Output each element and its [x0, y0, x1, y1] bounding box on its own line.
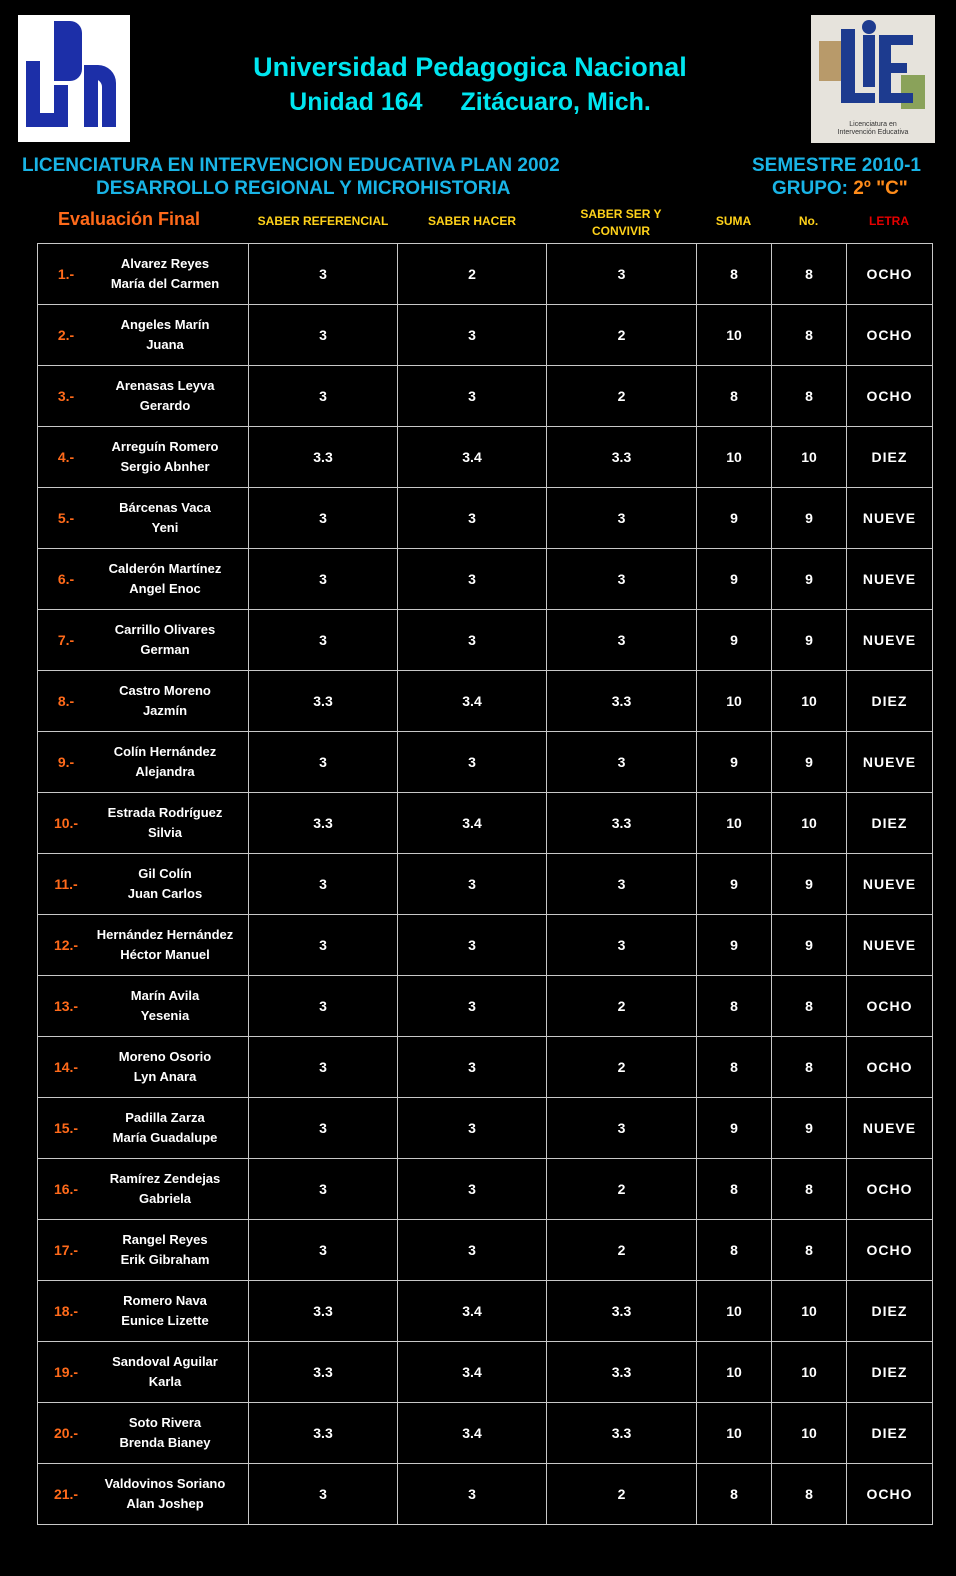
saber-hacer-cell: 3	[398, 610, 547, 671]
saber-referencial-cell: 3	[249, 1464, 398, 1525]
numeric-grade-cell: 9	[772, 854, 847, 915]
student-name-cell	[38, 793, 249, 854]
saber-ser-cell: 2	[547, 305, 697, 366]
student-name	[85, 1291, 245, 1331]
saber-referencial-cell: 3	[249, 244, 398, 305]
col-header-saber-referencial: SABER REFERENCIAL	[257, 214, 389, 228]
numeric-grade-cell: 8	[772, 244, 847, 305]
saber-referencial-cell: 3	[249, 305, 398, 366]
saber-hacer-cell: 3.4	[398, 1281, 547, 1342]
unit-title	[150, 88, 790, 117]
student-last-name: Calderón Martínez	[108, 561, 222, 576]
row-number: 12.-	[53, 937, 79, 953]
row-number: 4.-	[57, 449, 75, 465]
student-first-name: Karla	[148, 1374, 182, 1389]
table-row	[38, 366, 933, 427]
saber-referencial-cell: 3	[249, 1098, 398, 1159]
student-name-cell	[38, 610, 249, 671]
numeric-grade-cell: 10	[772, 671, 847, 732]
student-name	[85, 1474, 245, 1514]
saber-referencial-cell: 3	[249, 854, 398, 915]
student-name-cell	[38, 732, 249, 793]
student-name-cell	[38, 1464, 249, 1525]
saber-referencial-cell: 3	[249, 915, 398, 976]
student-last-name: Carrillo Olivares	[114, 622, 216, 637]
suma-cell: 8	[697, 244, 772, 305]
student-last-name: Gil Colín	[138, 866, 192, 881]
suma-cell: 9	[697, 610, 772, 671]
suma-cell: 9	[697, 854, 772, 915]
col-header-saber-ser-line2: CONVIVIR	[591, 224, 650, 238]
table-row	[38, 976, 933, 1037]
numeric-grade-cell: 9	[772, 488, 847, 549]
letter-grade-cell: NUEVE	[847, 915, 933, 976]
saber-ser-cell: 2	[547, 1220, 697, 1281]
student-name-cell	[38, 1403, 249, 1464]
saber-referencial-cell: 3.3	[249, 1342, 398, 1403]
student-last-name: Padilla Zarza	[125, 1110, 205, 1125]
table-row	[38, 244, 933, 305]
suma-cell: 10	[697, 793, 772, 854]
suma-cell: 9	[697, 1098, 772, 1159]
row-number: 16.-	[53, 1181, 79, 1197]
row-number: 1.-	[57, 266, 75, 282]
saber-ser-cell: 3.3	[547, 793, 697, 854]
group-caption: GRUPO:	[772, 178, 848, 199]
student-first-name: Erik Gibraham	[120, 1252, 210, 1267]
saber-hacer-cell: 3	[398, 366, 547, 427]
saber-ser-cell: 2	[547, 1159, 697, 1220]
numeric-grade-cell: 9	[772, 549, 847, 610]
student-first-name: Gerardo	[139, 398, 191, 413]
table-row	[38, 427, 933, 488]
saber-hacer-cell: 2	[398, 244, 547, 305]
student-name-cell	[38, 1281, 249, 1342]
student-name	[85, 1352, 245, 1392]
table-row	[38, 1037, 933, 1098]
lie-caption-line1: Licenciatura en	[849, 121, 897, 128]
col-header-saber-ser	[546, 206, 696, 240]
saber-ser-cell: 3	[547, 915, 697, 976]
student-name-cell	[38, 366, 249, 427]
student-first-name: Yeni	[151, 520, 179, 535]
student-first-name: Sergio Abnher	[120, 459, 210, 474]
saber-hacer-cell: 3.4	[398, 427, 547, 488]
student-first-name: Lyn Anara	[133, 1069, 197, 1084]
letter-grade-cell: OCHO	[847, 1159, 933, 1220]
suma-cell: 10	[697, 1403, 772, 1464]
student-name	[85, 1230, 245, 1270]
saber-ser-cell: 3	[547, 610, 697, 671]
student-first-name: Yesenia	[140, 1008, 190, 1023]
student-first-name: Héctor Manuel	[120, 947, 210, 962]
student-first-name: Alan Joshep	[126, 1496, 204, 1511]
row-number: 20.-	[53, 1425, 79, 1441]
student-last-name: Arreguín Romero	[111, 439, 219, 454]
student-first-name: Angel Enoc	[129, 581, 201, 596]
letter-grade-cell: OCHO	[847, 1037, 933, 1098]
saber-hacer-cell: 3	[398, 1159, 547, 1220]
student-first-name: Alejandra	[135, 764, 195, 779]
letter-grade-cell: DIEZ	[847, 427, 933, 488]
col-header-letra: LETRA	[869, 214, 909, 228]
saber-referencial-cell: 3	[249, 488, 398, 549]
student-first-name: Eunice Lizette	[121, 1313, 209, 1328]
student-name-cell	[38, 244, 249, 305]
student-name	[85, 925, 245, 965]
saber-referencial-cell: 3	[249, 610, 398, 671]
student-name-cell	[38, 427, 249, 488]
saber-ser-cell: 3	[547, 732, 697, 793]
evaluation-title: Evaluación Final	[58, 209, 201, 229]
student-last-name: Hernández Hernández	[96, 927, 234, 942]
letter-grade-cell: DIEZ	[847, 793, 933, 854]
numeric-grade-cell: 8	[772, 1220, 847, 1281]
saber-referencial-cell: 3	[249, 976, 398, 1037]
suma-cell: 10	[697, 1281, 772, 1342]
col-header-no: No.	[798, 214, 819, 228]
student-name	[85, 803, 245, 843]
saber-hacer-cell: 3	[398, 549, 547, 610]
row-number: 18.-	[53, 1303, 79, 1319]
subject-title: DESARROLLO REGIONAL Y MICROHISTORIA	[96, 178, 511, 199]
saber-ser-cell: 3	[547, 549, 697, 610]
saber-hacer-cell: 3	[398, 488, 547, 549]
numeric-grade-cell: 8	[772, 976, 847, 1037]
student-last-name: Angeles Marín	[120, 317, 210, 332]
suma-cell: 10	[697, 427, 772, 488]
student-name-cell	[38, 1342, 249, 1403]
student-name-cell	[38, 1037, 249, 1098]
saber-ser-cell: 3	[547, 488, 697, 549]
suma-cell: 8	[697, 366, 772, 427]
row-number: 21.-	[53, 1486, 79, 1502]
table-row	[38, 1220, 933, 1281]
letter-grade-cell: OCHO	[847, 305, 933, 366]
letter-grade-cell: DIEZ	[847, 1342, 933, 1403]
saber-ser-cell: 3.3	[547, 1342, 697, 1403]
student-name-cell	[38, 488, 249, 549]
suma-cell: 9	[697, 549, 772, 610]
letter-grade-cell: NUEVE	[847, 732, 933, 793]
row-number: 8.-	[57, 693, 75, 709]
table-row	[38, 671, 933, 732]
student-name-cell	[38, 1159, 249, 1220]
saber-hacer-cell: 3	[398, 1037, 547, 1098]
saber-hacer-cell: 3	[398, 976, 547, 1037]
saber-hacer-cell: 3	[398, 1464, 547, 1525]
numeric-grade-cell: 9	[772, 610, 847, 671]
suma-cell: 9	[697, 915, 772, 976]
row-number: 11.-	[54, 876, 78, 892]
col-header-saber-hacer: SABER HACER	[427, 214, 516, 228]
row-number: 10.-	[53, 815, 79, 831]
saber-hacer-cell: 3	[398, 732, 547, 793]
saber-referencial-cell: 3	[249, 732, 398, 793]
row-number: 9.-	[57, 754, 75, 770]
numeric-grade-cell: 8	[772, 366, 847, 427]
student-last-name: Romero Nava	[123, 1293, 207, 1308]
row-number: 2.-	[57, 327, 75, 343]
saber-referencial-cell: 3	[249, 1159, 398, 1220]
row-number: 3.-	[57, 388, 75, 404]
saber-referencial-cell: 3.3	[249, 1281, 398, 1342]
student-name	[85, 681, 245, 721]
lie-caption-line2: Intervención Educativa	[837, 129, 909, 136]
student-name	[85, 1108, 245, 1148]
col-header-saber-ser-line1: SABER SER Y	[580, 207, 662, 221]
student-name	[85, 742, 245, 782]
letter-grade-cell: NUEVE	[847, 854, 933, 915]
saber-referencial-cell: 3.3	[249, 427, 398, 488]
student-name	[85, 376, 245, 416]
student-last-name: Castro Moreno	[119, 683, 211, 698]
student-last-name: Moreno Osorio	[118, 1049, 212, 1064]
saber-referencial-cell: 3	[249, 1037, 398, 1098]
letter-grade-cell: NUEVE	[847, 488, 933, 549]
numeric-grade-cell: 10	[772, 1403, 847, 1464]
student-name-cell	[38, 1098, 249, 1159]
saber-hacer-cell: 3.4	[398, 1342, 547, 1403]
student-first-name: María Guadalupe	[112, 1130, 218, 1145]
numeric-grade-cell: 9	[772, 1098, 847, 1159]
col-header-suma: SUMA	[715, 214, 752, 228]
suma-cell: 10	[697, 671, 772, 732]
suma-cell: 8	[697, 1159, 772, 1220]
saber-ser-cell: 3	[547, 854, 697, 915]
letter-grade-cell: OCHO	[847, 1220, 933, 1281]
upn-logo-mark	[18, 15, 130, 142]
student-last-name: Valdovinos Soriano	[104, 1476, 226, 1491]
suma-cell: 10	[697, 1342, 772, 1403]
letter-grade-cell: OCHO	[847, 1464, 933, 1525]
table-row	[38, 1281, 933, 1342]
table-row	[38, 305, 933, 366]
student-name-cell	[38, 915, 249, 976]
student-name	[85, 1047, 245, 1087]
saber-referencial-cell: 3	[249, 366, 398, 427]
suma-cell: 9	[697, 488, 772, 549]
student-last-name: Marín Avila	[130, 988, 200, 1003]
letter-grade-cell: DIEZ	[847, 1281, 933, 1342]
student-first-name: Juan Carlos	[127, 886, 203, 901]
student-first-name: Gabriela	[138, 1191, 192, 1206]
table-row	[38, 488, 933, 549]
numeric-grade-cell: 9	[772, 915, 847, 976]
saber-hacer-cell: 3	[398, 305, 547, 366]
student-first-name: Silvia	[148, 825, 182, 840]
upn-logo	[18, 15, 130, 142]
student-name	[85, 498, 245, 538]
table-row	[38, 732, 933, 793]
letter-grade-cell: OCHO	[847, 366, 933, 427]
student-name-cell	[38, 305, 249, 366]
saber-ser-cell: 3.3	[547, 671, 697, 732]
table-row	[38, 854, 933, 915]
numeric-grade-cell: 8	[772, 1037, 847, 1098]
saber-hacer-cell: 3	[398, 915, 547, 976]
saber-ser-cell: 3.3	[547, 427, 697, 488]
letter-grade-cell: NUEVE	[847, 549, 933, 610]
grades-table	[37, 243, 933, 1525]
student-last-name: Colín Hernández	[113, 744, 217, 759]
letter-grade-cell: DIEZ	[847, 1403, 933, 1464]
row-number: 13.-	[53, 998, 79, 1014]
numeric-grade-cell: 8	[772, 1159, 847, 1220]
student-first-name: Juana	[146, 337, 184, 352]
table-row	[38, 915, 933, 976]
row-number: 14.-	[53, 1059, 79, 1075]
saber-hacer-cell: 3.4	[398, 793, 547, 854]
grades-table-body	[38, 244, 933, 1525]
table-row	[38, 549, 933, 610]
saber-hacer-cell: 3	[398, 854, 547, 915]
unit-label: Unidad 164	[289, 88, 423, 116]
numeric-grade-cell: 10	[772, 793, 847, 854]
numeric-grade-cell: 8	[772, 1464, 847, 1525]
student-last-name: Sandoval Aguilar	[112, 1354, 218, 1369]
university-title: Universidad Pedagogica Nacional	[253, 52, 687, 82]
saber-ser-cell: 3	[547, 244, 697, 305]
suma-cell: 8	[697, 976, 772, 1037]
saber-referencial-cell: 3.3	[249, 793, 398, 854]
saber-ser-cell: 2	[547, 1037, 697, 1098]
student-last-name: Ramírez Zendejas	[109, 1171, 221, 1186]
row-number: 7.-	[57, 632, 75, 648]
table-row	[38, 1098, 933, 1159]
saber-hacer-cell: 3	[398, 1220, 547, 1281]
letter-grade-cell: DIEZ	[847, 671, 933, 732]
student-name	[85, 620, 245, 660]
letter-grade-cell: OCHO	[847, 244, 933, 305]
student-first-name: Jazmín	[142, 703, 188, 718]
student-name	[85, 864, 245, 904]
suma-cell: 8	[697, 1220, 772, 1281]
student-last-name: Arenasas Leyva	[115, 378, 215, 393]
row-number: 5.-	[57, 510, 75, 526]
saber-ser-cell: 2	[547, 1464, 697, 1525]
saber-hacer-cell: 3.4	[398, 671, 547, 732]
student-last-name: Alvarez Reyes	[120, 256, 210, 271]
table-row	[38, 610, 933, 671]
saber-ser-cell: 2	[547, 366, 697, 427]
letter-grade-cell: NUEVE	[847, 610, 933, 671]
student-name-cell	[38, 671, 249, 732]
numeric-grade-cell: 9	[772, 732, 847, 793]
saber-referencial-cell: 3.3	[249, 671, 398, 732]
student-last-name: Soto Rivera	[128, 1415, 202, 1430]
student-name-cell	[38, 1220, 249, 1281]
row-number: 15.-	[53, 1120, 79, 1136]
row-number: 17.-	[53, 1242, 79, 1258]
lie-logo-caption	[811, 121, 935, 137]
letter-grade-cell: NUEVE	[847, 1098, 933, 1159]
numeric-grade-cell: 8	[772, 305, 847, 366]
letter-grade-cell: OCHO	[847, 976, 933, 1037]
student-first-name: María del Carmen	[110, 276, 220, 291]
student-first-name: German	[140, 642, 190, 657]
saber-referencial-cell: 3	[249, 1220, 398, 1281]
table-row	[38, 793, 933, 854]
numeric-grade-cell: 10	[772, 1281, 847, 1342]
numeric-grade-cell: 10	[772, 1342, 847, 1403]
suma-cell: 8	[697, 1037, 772, 1098]
semester-label: SEMESTRE 2010-1	[752, 155, 921, 176]
table-row	[38, 1464, 933, 1525]
student-name-cell	[38, 549, 249, 610]
student-name	[85, 986, 245, 1026]
saber-hacer-cell: 3.4	[398, 1403, 547, 1464]
lie-logo	[811, 15, 935, 143]
student-name-cell	[38, 976, 249, 1037]
student-first-name: Brenda Bianey	[119, 1435, 211, 1450]
saber-ser-cell: 3.3	[547, 1281, 697, 1342]
group-label	[772, 178, 908, 200]
table-row	[38, 1403, 933, 1464]
group-value: 2º "C"	[853, 178, 908, 199]
saber-ser-cell: 2	[547, 976, 697, 1037]
saber-ser-cell: 3	[547, 1098, 697, 1159]
student-name-cell	[38, 854, 249, 915]
row-number: 6.-	[57, 571, 75, 587]
student-name	[85, 559, 245, 599]
numeric-grade-cell: 10	[772, 427, 847, 488]
suma-cell: 8	[697, 1464, 772, 1525]
saber-referencial-cell: 3.3	[249, 1403, 398, 1464]
student-last-name: Rangel Reyes	[122, 1232, 208, 1247]
student-name	[85, 1169, 245, 1209]
saber-hacer-cell: 3	[398, 1098, 547, 1159]
suma-cell: 10	[697, 305, 772, 366]
table-row	[38, 1342, 933, 1403]
row-number: 19.-	[53, 1364, 79, 1380]
program-title: LICENCIATURA EN INTERVENCION EDUCATIVA PLAN 2002	[22, 155, 560, 176]
lie-logo-mark	[811, 15, 935, 115]
place-label: Zitácuaro, Mich.	[460, 88, 651, 116]
saber-ser-cell: 3.3	[547, 1403, 697, 1464]
saber-referencial-cell: 3	[249, 549, 398, 610]
student-name	[85, 437, 245, 477]
student-last-name: Bárcenas Vaca	[119, 500, 211, 515]
student-name	[85, 1413, 245, 1453]
student-last-name: Estrada Rodríguez	[107, 805, 223, 820]
student-name	[85, 315, 245, 355]
student-name	[85, 254, 245, 294]
table-row	[38, 1159, 933, 1220]
suma-cell: 9	[697, 732, 772, 793]
